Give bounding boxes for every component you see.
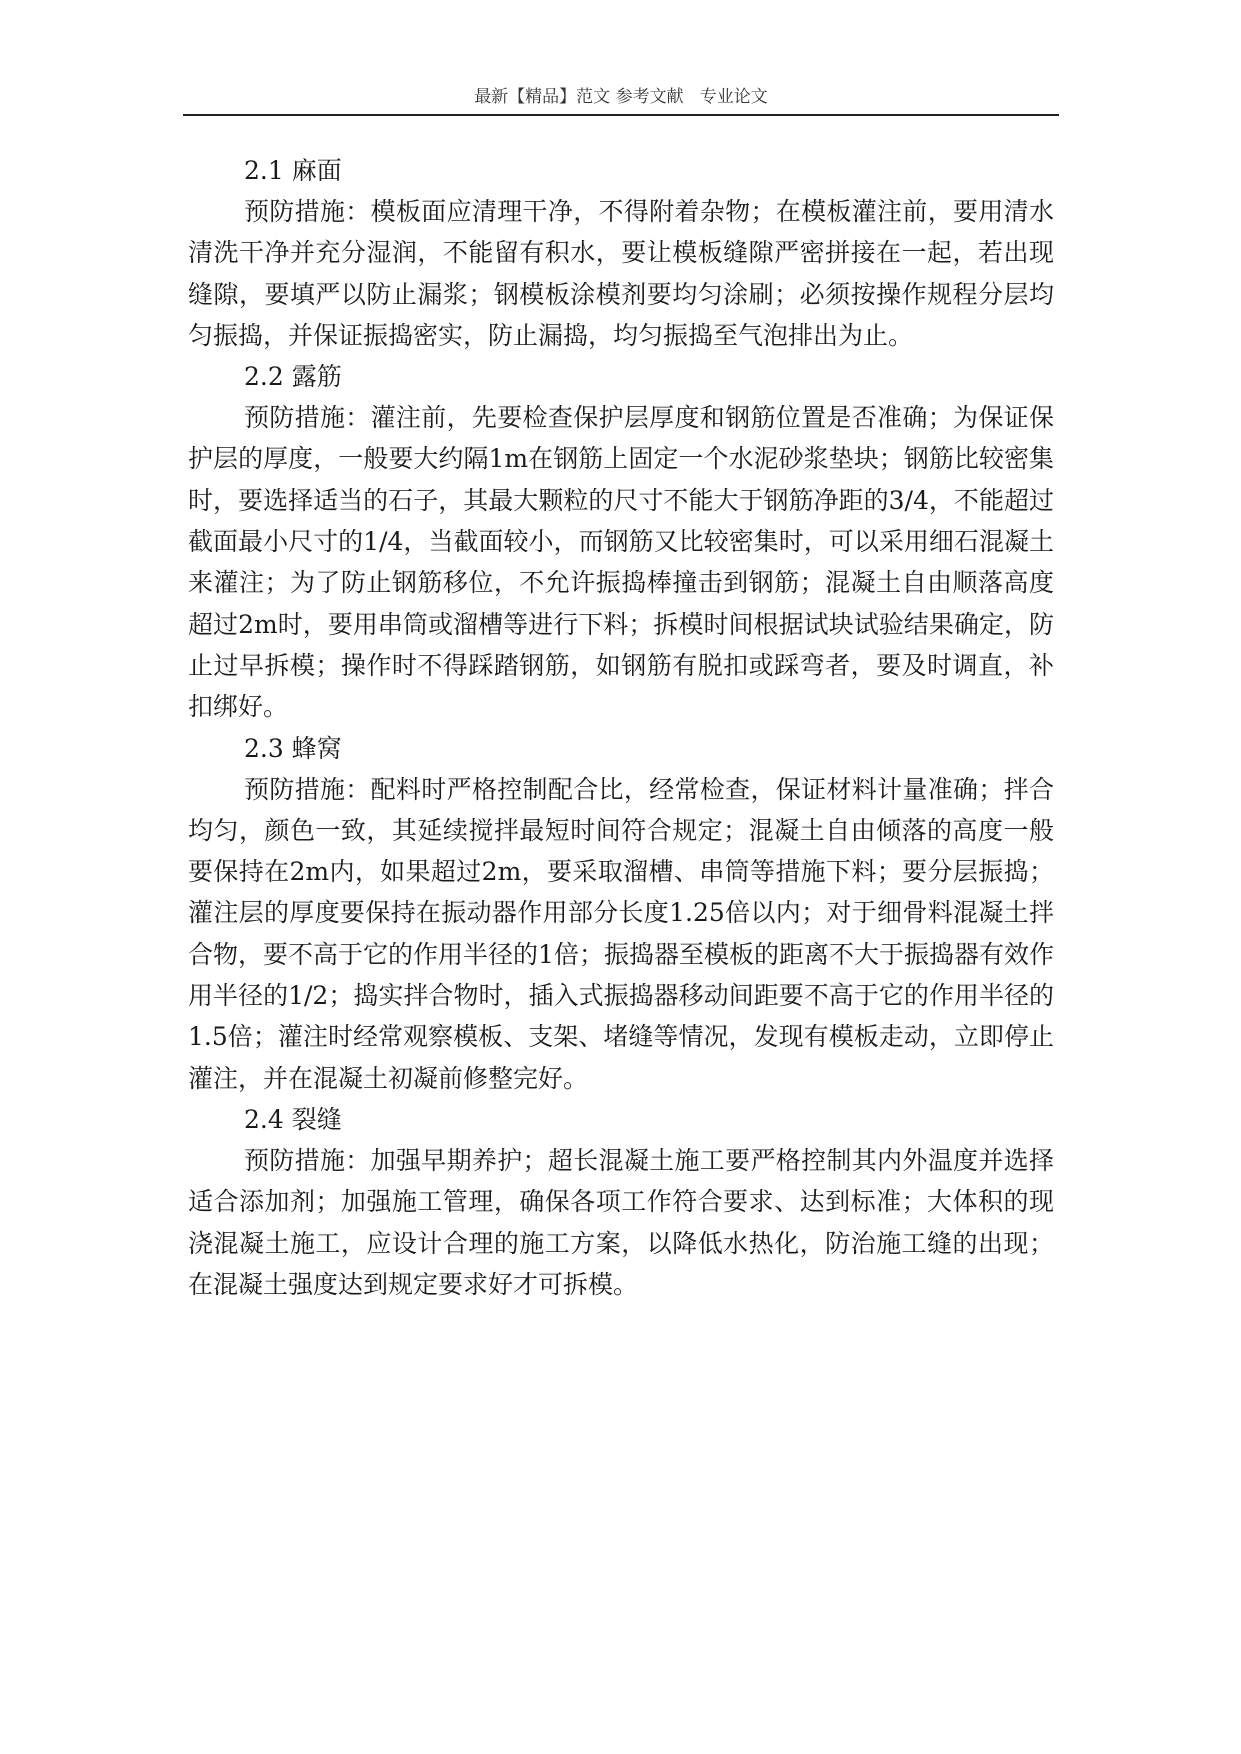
document-body (188, 150, 1054, 1305)
header-text: 最新【精品】范文 参考文献 专业论文 (474, 87, 768, 107)
page-header (183, 86, 1059, 116)
section-lujin (188, 356, 1054, 727)
section-title: 2.2 露筋 (244, 362, 342, 392)
section-title: 2.3 蜂窝 (244, 733, 342, 763)
section-title: 2.4 裂缝 (244, 1104, 342, 1134)
section-title: 2.1 麻面 (244, 156, 342, 185)
section-liefeng (188, 1099, 1054, 1305)
section-mamian (188, 150, 1054, 356)
section-fengwo (188, 728, 1054, 1099)
section-paragraph: 预防措施：加强早期养护；超长混凝土施工要严格控制其内外温度并选择适合添加剂；加强施工管理，确保各项工作符合要求、达到标准；大体积的现浇混凝土施工，应设计合理的施工方案，以降低水热化，防治施工缝的出现；在混凝土强度达到规定要求好才可拆模。 (188, 1145, 1054, 1299)
section-paragraph: 预防措施：配料时严格控制配合比，经常检查，保证材料计量准确；拌合均匀，颜色一致，其延续搅拌最短时间符合规定；混凝土自由倾落的高度一般要保持在2m内，如果超过2m，要采取溜槽、串筒等措施下料；要分层振捣；灌注层的厚度要保持在振动器作用部分长度1.25倍以内；对于细骨料混凝土拌合物，要不高于它的作用半径的1倍；振捣器至模板的距离不大于振捣器有效作用半径的1/2；捣实拌合物时，插入式振捣器移动间距要不高于它的作用半径的1.5倍；灌注时经常观察模板、支架、堵缝等情况，发现有模板走动，立即停止灌注，并在混凝土初凝前修整完好。 (188, 774, 1054, 1093)
section-paragraph: 预防措施：灌注前，先要检查保护层厚度和钢筋位置是否准确；为保证保护层的厚度，一般要大约隔1m在钢筋上固定一个水泥砂浆垫块；钢筋比较密集时，要选择适当的石子，其最大颗粒的尺寸不能大于钢筋净距的3/4，不能超过截面最小尺寸的1/4，当截面较小，而钢筋又比较密集时，可以采用细石混凝土来灌注；为了防止钢筋移位，不允许振捣棒撞击到钢筋；混凝土自由顺落高度超过2m时，要用串筒或溜槽等进行下料；拆模时间根据试块试验结果确定，防止过早拆模；操作时不得踩踏钢筋，如钢筋有脱扣或踩弯者，要及时调直，补扣绑好。 (188, 403, 1054, 722)
section-paragraph: 预防措施：模板面应清理干净，不得附着杂物；在模板灌注前，要用清水清洗干净并充分湿润，不能留有积水，要让模板缝隙严密拼接在一起，若出现缝隙，要填严以防止漏浆；钢模板涂模剂要均匀涂刷；必须按操作规程分层均匀振捣，并保证振捣密实，防止漏捣，均匀振捣至气泡排出为止。 (188, 197, 1054, 350)
